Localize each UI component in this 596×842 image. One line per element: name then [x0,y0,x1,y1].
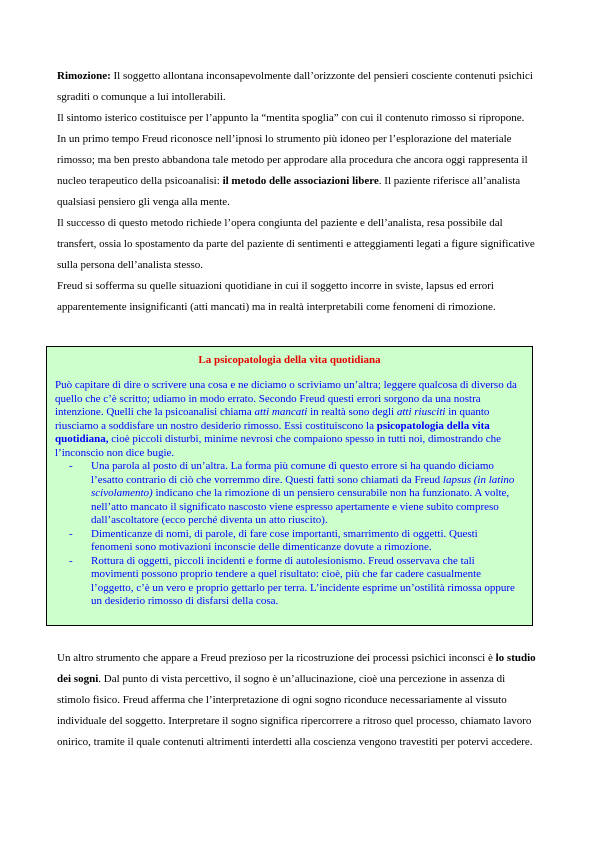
ipnosi-text: In un primo tempo Freud riconosce nell’ipnosi lo strumento più idoneo per l’esplorazione del materiale rimosso; ma ben presto abbandona tale metodo per approdare alla procedura che ancora oggi rappresenta il nucleo terapeutico della psicoanalisi: [57,133,528,187]
atti-mancati-italic: atti mancati [254,406,308,418]
paragraph-transfert: Il successo di questo metodo richiede l’opera congiunta del paziente e dell’analista, resa possibile dal transfert, ossia lo spostamento da parte del paziente di sentimenti e atteggiamenti legati a figure significative sulla persona dell’analista stesso. [57,217,535,271]
paragraph-sintomo: Il sintomo isterico costituisce per l’appunto la “mentita spoglia” con cui il contenuto rimosso si ripropone. [57,112,525,124]
item-text: indicano che la rimozione di un pensiero censurabile non ha funzionato. A volte, nell’atto mancato il significato nascosto viene espresso apertamente e viene subito compreso dall’ascoltatore (ecco perché diventa un atto riuscito). [91,487,510,526]
item-text: Rottura di oggetti, piccoli incidenti e forme di autolesionismo. Freud osservava che tali movimenti possono proprio tendere a quel risultato: cioè, più che far cadere casualmente l’oggetto, c’è un vero e proprio gettarlo per terra. L’incidente esprime un’ostilità rimossa oppure un desiderio rimosso di disfarsi della cosa. [91,554,515,607]
errori-list [55,460,522,609]
item-text: Dimenticanze di nomi, di parole, di fare cose importanti, smarrimento di oggetti. Questi fenomeni sono motivazioni inconscie delle dimenticanze dovute a rimozione. [91,527,478,553]
intro-text: in quanto riusciamo a soddisfare un nostro desiderio rimosso. Essi costituiscono la [55,406,490,432]
paragraph-ipnosi [57,129,539,213]
sogni-text-end: . Dal punto di vista percettivo, il sogno è un’allucinazione, cioè una percezione in assenza di stimolo fisico. Freud afferma che l’interpretazione di ogni sogno riconduce necessariamente al vissuto individuale del soggetto. Interpretare il sogno significa ripercorrere a ritroso quel processo, chiamato lavoro onirico, tramite il quale contenuti altrimenti interdetti alla coscienza vengono travestiti per potervi accedere. [57,673,533,748]
list-item [55,460,522,528]
paragraph-rimozione [57,66,539,108]
dash-bullet: - [69,527,73,540]
associazioni-libere-bold: il metodo delle associazioni libere [222,175,379,187]
bottom-section [57,648,539,753]
atti-riusciti-italic: atti riusciti [396,406,446,418]
box-intro [55,379,522,460]
rimozione-text: Il soggetto allontana inconsapevolmente dall’orizzonte del pensieri cosciente contenuti psichici sgraditi o comunque a lui intollerabili. [57,70,533,103]
dash-bullet: - [69,554,73,567]
ipnosi-text-end: . Il paziente riferisce all’analista qualsiasi pensiero gli venga alla mente. [57,175,521,208]
paragraph-sviste: Freud si sofferma su quelle situazioni quotidiane in cui il soggetto incorre in sviste, lapsus ed errori apparentemente insignificanti (atti mancati) ma in realtà interpretabili come fenomeni di rimozione. [57,280,496,313]
box-content [47,379,532,609]
top-section [57,66,539,318]
intro-text: Può capitare di dire o scrivere una cosa e ne diciamo o scriviamo un’altra; leggere qualcosa di diverso da quello che c’è scritto; udiamo in modo errato. Secondo Freud questi errori sorgono da una nostra intenzione. Quelli che la psicoanalisi chiama [55,379,517,418]
item-text: Una parola al posto di un’altra. La forma più comune di questo errore si ha quando diciamo l’esatto contrario di ciò che vorremmo dire. Questi fatti sono chiamati da Freud [91,460,494,486]
studio-sogni-bold: lo studio dei sogni [57,652,536,685]
psicopatologia-box [46,346,533,626]
rimozione-label: Rimozione: [57,70,111,82]
paragraph-sogni [57,648,539,753]
box-title: La psicopatologia della vita quotidiana [198,354,381,366]
list-item [55,555,522,609]
list-item [55,528,522,555]
intro-text: cioè piccoli disturbi, minime nevrosi che compaiono spesso in tutti noi, dimostrando che l’inconscio non dice bugie. [55,433,502,459]
intro-text: in realtà sono degli [307,406,397,418]
psicopatologia-bold: psicopatologia della vita quotidiana, [55,419,490,445]
lapsus-italic: lapsus (in latino scivolamento) [91,473,515,499]
sogni-text: Un altro strumento che appare a Freud prezioso per la ricostruzione dei processi psichici inconsci è [57,652,496,664]
dash-bullet: - [69,460,73,472]
